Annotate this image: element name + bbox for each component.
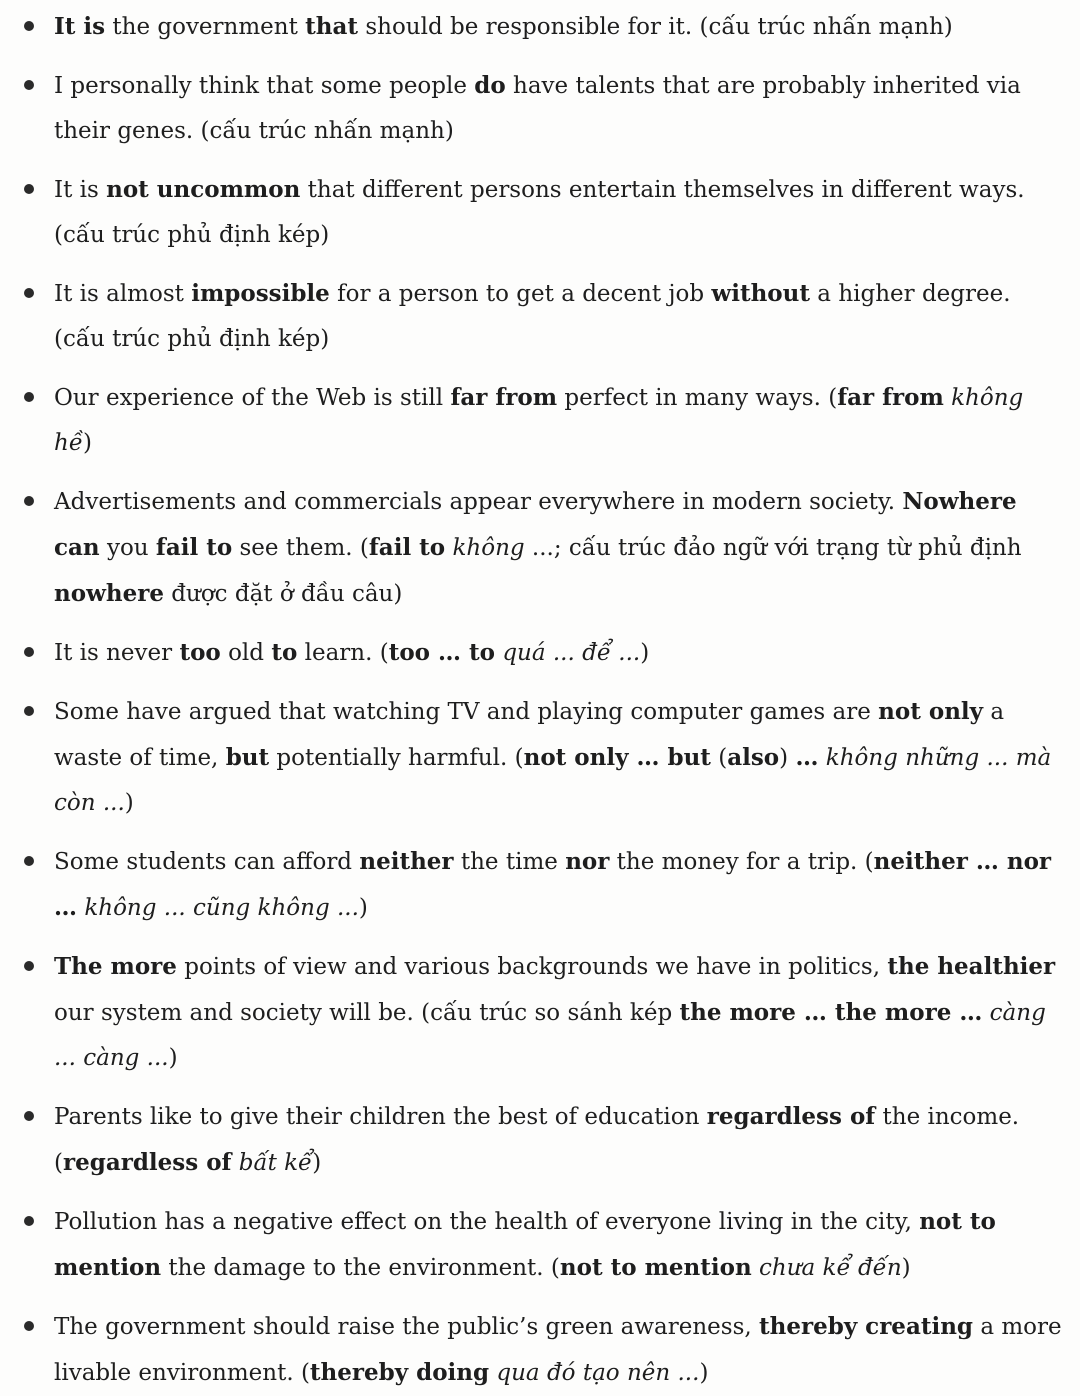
bold-phrase: regardless of [706, 1103, 876, 1130]
bold-phrase: not to mention [54, 1208, 996, 1281]
sentence-text: ) [82, 430, 92, 456]
bold-phrase: fail to [368, 534, 446, 561]
translation-text: không những ... mà còn ... [54, 745, 1052, 816]
sentence-text: Pollution has a negative effect on the health of everyone living in the city, [54, 1209, 920, 1235]
list-item [22, 375, 1062, 466]
translation-text: quá ... để ... [502, 640, 641, 666]
bold-phrase: impossible [191, 280, 330, 307]
list-item [22, 1199, 1062, 1291]
sentence-text: It is [54, 177, 107, 203]
list-item [22, 271, 1062, 362]
bold-phrase: too [179, 639, 221, 666]
bold-phrase: not only … but [523, 744, 711, 771]
bold-phrase: neither … nor … [54, 848, 1052, 921]
sentence-text: a more livable environment. ( [54, 1314, 1062, 1386]
sentence-text: It is almost [54, 281, 192, 307]
sentence-text: ) [779, 745, 796, 771]
sentence-text [231, 1150, 238, 1176]
translation-text: không ... cũng không ... [84, 895, 359, 921]
sentence-text: potentially harmful. ( [269, 745, 524, 771]
bold-phrase: that [305, 13, 359, 40]
bold-phrase: nowhere [54, 580, 164, 607]
bold-phrase: not uncommon [106, 176, 301, 203]
bold-phrase: too … to [388, 639, 495, 666]
list-item [22, 167, 1062, 258]
bullet-icon [24, 496, 34, 506]
bold-phrase: not to mention [559, 1254, 752, 1281]
list-item [22, 63, 1062, 154]
bullet-icon [24, 856, 34, 866]
example-sentence-list [22, 4, 1062, 1396]
bullet-icon [24, 706, 34, 716]
bold-phrase: but [225, 744, 270, 771]
list-item [22, 689, 1062, 826]
bold-phrase: far from [450, 384, 558, 411]
bold-phrase: thereby doing [309, 1359, 490, 1386]
translation-text: không hề [54, 385, 1024, 456]
bold-phrase: the more … the more … [679, 999, 983, 1026]
sentence-text: points of view and various backgrounds we have in politics, [176, 954, 888, 980]
list-item [22, 4, 1062, 50]
sentence-text [489, 1360, 496, 1386]
sentence-text: Advertisements and commercials appear everywhere in modern society. [54, 489, 903, 515]
sentence-text: Some have argued that watching TV and playing computer games are [54, 699, 879, 725]
sentence-text [982, 1000, 989, 1026]
bullet-icon [24, 961, 34, 971]
sentence-text: the time [453, 849, 566, 875]
bold-phrase: neither [359, 848, 454, 875]
list-item [22, 1304, 1062, 1396]
bold-phrase: to [271, 639, 298, 666]
translation-text: chưa kể đến [759, 1255, 902, 1281]
sentence-text: the government [105, 14, 306, 40]
sentence-text: ) [168, 1045, 178, 1071]
sentence-text: a waste of time, [54, 699, 1005, 771]
sentence-text: you [99, 535, 156, 561]
sentence-text: The government should raise the public’s green awareness, [54, 1314, 759, 1340]
sentence-text: the money for a trip. ( [609, 849, 874, 875]
translation-text: qua đó tạo nên ... [496, 1360, 700, 1386]
translation-text: không [452, 535, 525, 561]
sentence-text: It is never [54, 640, 180, 666]
bullet-icon [24, 184, 34, 194]
sentence-text: perfect in many ways. ( [557, 385, 838, 411]
bold-phrase: nor [565, 848, 610, 875]
sentence-text: that different persons entertain themselves in different ways. (cấu trúc phủ định kép) [54, 177, 1025, 248]
bullet-icon [24, 647, 34, 657]
bold-phrase: fail to [155, 534, 233, 561]
bold-phrase: do [474, 72, 506, 99]
bullet-icon [24, 392, 34, 402]
list-item [22, 944, 1062, 1081]
bold-phrase: regardless of [62, 1149, 232, 1176]
list-item [22, 630, 1062, 676]
bold-phrase: thereby creating [759, 1313, 974, 1340]
bold-phrase: … [795, 744, 819, 771]
sentence-text [752, 1255, 759, 1281]
sentence-text: I personally think that some people [54, 73, 475, 99]
sentence-text: ) [124, 790, 134, 816]
sentence-text: được đặt ở đầu câu) [163, 581, 403, 607]
bullet-icon [24, 288, 34, 298]
sentence-text: see them. ( [232, 535, 369, 561]
sentence-text: ) [358, 895, 368, 921]
sentence-text: ( [710, 745, 728, 771]
bold-phrase: the healthier [887, 953, 1056, 980]
bullet-icon [24, 1111, 34, 1121]
bold-phrase: Nowhere can [54, 488, 1017, 561]
bullet-icon [24, 1216, 34, 1226]
sentence-text: ) [640, 640, 650, 666]
bold-phrase: The more [54, 953, 177, 980]
sentence-text: ) [312, 1150, 322, 1176]
bold-phrase: also [727, 744, 780, 771]
bold-phrase: without [711, 280, 810, 307]
sentence-text [818, 745, 825, 771]
sentence-text: the income. ( [54, 1104, 1020, 1176]
sentence-text: for a person to get a decent job [329, 281, 712, 307]
sentence-text: have talents that are probably inherited via their genes. (cấu trúc nhấn mạnh) [54, 73, 1021, 144]
bold-phrase: It is [54, 13, 106, 40]
sentence-text: ) [699, 1360, 709, 1386]
list-item [22, 839, 1062, 931]
bold-phrase: not only [878, 698, 984, 725]
sentence-text: Some students can afford [54, 849, 360, 875]
sentence-text: ) [901, 1255, 911, 1281]
sentence-text: our system and society will be. (cấu trúc so sánh kép [54, 1000, 680, 1026]
translation-text: càng ... càng ... [54, 1000, 1046, 1071]
sentence-text: should be responsible for it. (cấu trúc nhấn mạnh) [358, 14, 953, 40]
bullet-icon [24, 1321, 34, 1331]
sentence-text: Parents like to give their children the best of education [54, 1104, 707, 1130]
sentence-text: the damage to the environment. ( [161, 1255, 560, 1281]
list-item [22, 479, 1062, 617]
bullet-icon [24, 21, 34, 31]
translation-text: bất kể [238, 1150, 313, 1176]
bullet-icon [24, 80, 34, 90]
sentence-text: learn. ( [297, 640, 389, 666]
list-item [22, 1094, 1062, 1186]
sentence-text: ...; cấu trúc đảo ngữ với trạng từ phủ định [524, 535, 1022, 561]
sentence-text: Our experience of the Web is still [54, 385, 451, 411]
sentence-text: a higher degree. (cấu trúc phủ định kép) [54, 281, 1011, 352]
bold-phrase: far from [837, 384, 944, 411]
sentence-text: old [220, 640, 272, 666]
